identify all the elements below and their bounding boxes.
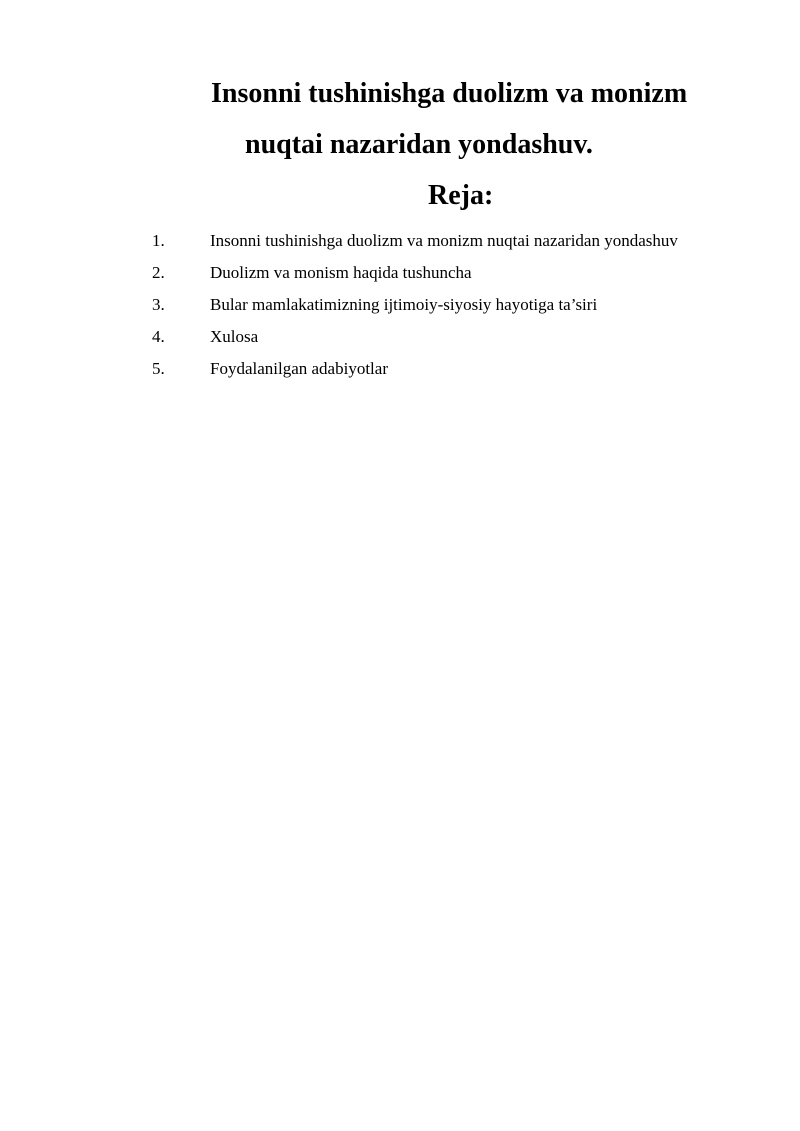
plan-item-5 [0,356,800,388]
plan-item-text: Duolizm va monism haqida tushuncha [210,263,472,282]
plan-list [0,228,800,388]
plan-item-text: Xulosa [210,327,259,346]
plan-item-number: 1. [152,231,165,250]
plan-item-2 [0,260,800,292]
plan-item-number: 2. [152,263,165,282]
plan-item-4 [0,324,800,356]
plan-item-number: 5. [152,359,165,378]
plan-item-text: Foydalanilgan adabiyotlar [210,359,388,378]
plan-item-number: 3. [152,295,165,314]
document-title-line-2: nuqtai nazaridan yondashuv. [245,129,593,160]
document-title-line-1: Insonni tushinishga duolizm va monizm [211,78,688,109]
plan-item-text: Insonni tushinishga duolizm va monizm nuqtai nazaridan yondashuv [210,231,678,250]
plan-item-3 [0,292,800,324]
plan-item-1 [0,228,800,260]
plan-item-number: 4. [152,327,165,346]
plan-heading: Reja: [428,180,494,211]
plan-item-text: Bular mamlakatimizning ijtimoiy-siyosiy hayotiga ta’siri [210,295,598,314]
